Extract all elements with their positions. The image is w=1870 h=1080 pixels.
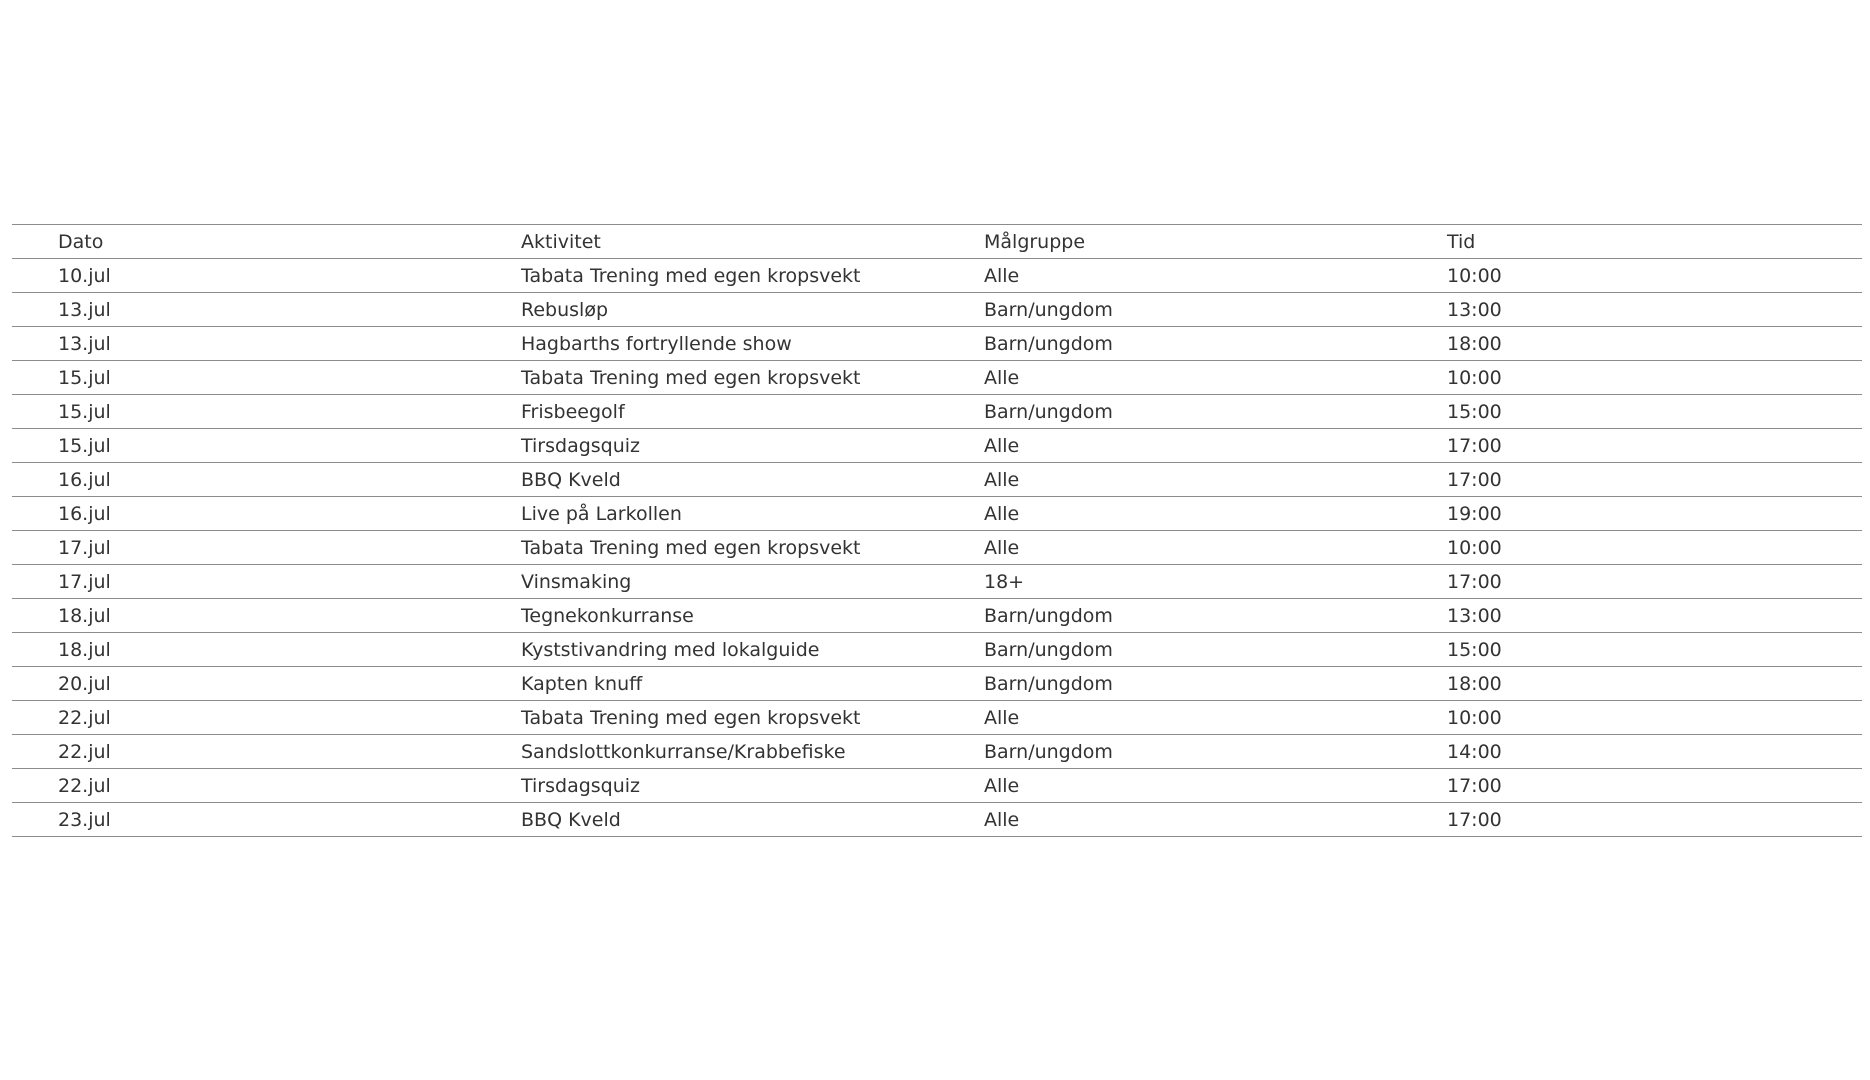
cell-time: 14:00 (1401, 735, 1862, 769)
cell-time: 19:00 (1401, 497, 1862, 531)
cell-activity: Frisbeegolf (475, 395, 938, 429)
column-header-target-group: Målgruppe (938, 225, 1401, 259)
cell-time: 13:00 (1401, 293, 1862, 327)
table-row (12, 259, 1862, 293)
cell-target-group: Alle (938, 463, 1401, 497)
cell-target-group: Alle (938, 497, 1401, 531)
cell-activity: Live på Larkollen (475, 497, 938, 531)
cell-date: 18.jul (12, 633, 475, 667)
cell-target-group: Alle (938, 803, 1401, 837)
cell-target-group: Barn/ungdom (938, 395, 1401, 429)
cell-target-group: Alle (938, 769, 1401, 803)
table-row (12, 701, 1862, 735)
cell-activity: Rebusløp (475, 293, 938, 327)
table-row (12, 361, 1862, 395)
cell-target-group: Barn/ungdom (938, 667, 1401, 701)
cell-time: 10:00 (1401, 531, 1862, 565)
cell-date: 15.jul (12, 429, 475, 463)
cell-time: 18:00 (1401, 667, 1862, 701)
table-body (12, 259, 1862, 837)
cell-activity: Tabata Trening med egen kropsvekt (475, 259, 938, 293)
cell-target-group: Barn/ungdom (938, 599, 1401, 633)
cell-activity: Hagbarths fortryllende show (475, 327, 938, 361)
cell-time: 10:00 (1401, 701, 1862, 735)
cell-date: 17.jul (12, 531, 475, 565)
cell-time: 18:00 (1401, 327, 1862, 361)
column-header-activity: Aktivitet (475, 225, 938, 259)
table-row (12, 565, 1862, 599)
cell-date: 22.jul (12, 701, 475, 735)
cell-target-group: Barn/ungdom (938, 633, 1401, 667)
cell-time: 15:00 (1401, 395, 1862, 429)
cell-activity: Tirsdagsquiz (475, 429, 938, 463)
cell-date: 17.jul (12, 565, 475, 599)
cell-date: 16.jul (12, 497, 475, 531)
cell-target-group: Barn/ungdom (938, 735, 1401, 769)
cell-date: 16.jul (12, 463, 475, 497)
cell-time: 10:00 (1401, 361, 1862, 395)
cell-target-group: Barn/ungdom (938, 293, 1401, 327)
table-row (12, 429, 1862, 463)
cell-target-group: Alle (938, 701, 1401, 735)
cell-date: 15.jul (12, 361, 475, 395)
cell-activity: Vinsmaking (475, 565, 938, 599)
cell-date: 18.jul (12, 599, 475, 633)
cell-target-group: Alle (938, 259, 1401, 293)
schedule-table-container (12, 224, 1862, 837)
table-row (12, 463, 1862, 497)
table-row (12, 293, 1862, 327)
cell-activity: Tirsdagsquiz (475, 769, 938, 803)
table-row (12, 769, 1862, 803)
table-row (12, 327, 1862, 361)
cell-date: 15.jul (12, 395, 475, 429)
cell-date: 23.jul (12, 803, 475, 837)
column-header-date: Dato (12, 225, 475, 259)
cell-date: 20.jul (12, 667, 475, 701)
table-row (12, 497, 1862, 531)
cell-time: 17:00 (1401, 803, 1862, 837)
cell-activity: Tabata Trening med egen kropsvekt (475, 531, 938, 565)
cell-target-group: 18+ (938, 565, 1401, 599)
cell-time: 17:00 (1401, 463, 1862, 497)
cell-activity: BBQ Kveld (475, 803, 938, 837)
table-row (12, 735, 1862, 769)
cell-activity: BBQ Kveld (475, 463, 938, 497)
cell-activity: Tabata Trening med egen kropsvekt (475, 701, 938, 735)
cell-date: 22.jul (12, 769, 475, 803)
cell-activity: Kyststivandring med lokalguide (475, 633, 938, 667)
cell-time: 17:00 (1401, 565, 1862, 599)
activity-schedule-table (12, 224, 1862, 837)
cell-target-group: Barn/ungdom (938, 327, 1401, 361)
cell-date: 22.jul (12, 735, 475, 769)
cell-target-group: Alle (938, 361, 1401, 395)
cell-date: 13.jul (12, 327, 475, 361)
cell-time: 10:00 (1401, 259, 1862, 293)
cell-activity: Tegnekonkurranse (475, 599, 938, 633)
table-header (12, 225, 1862, 259)
cell-target-group: Alle (938, 531, 1401, 565)
table-row (12, 803, 1862, 837)
table-row (12, 633, 1862, 667)
cell-time: 15:00 (1401, 633, 1862, 667)
cell-activity: Tabata Trening med egen kropsvekt (475, 361, 938, 395)
cell-date: 13.jul (12, 293, 475, 327)
cell-target-group: Alle (938, 429, 1401, 463)
cell-time: 17:00 (1401, 769, 1862, 803)
cell-time: 17:00 (1401, 429, 1862, 463)
table-row (12, 395, 1862, 429)
cell-time: 13:00 (1401, 599, 1862, 633)
cell-activity: Kapten knuff (475, 667, 938, 701)
table-row (12, 667, 1862, 701)
column-header-time: Tid (1401, 225, 1862, 259)
header-row (12, 225, 1862, 259)
table-row (12, 599, 1862, 633)
cell-date: 10.jul (12, 259, 475, 293)
table-row (12, 531, 1862, 565)
cell-activity: Sandslottkonkurranse/Krabbefiske (475, 735, 938, 769)
